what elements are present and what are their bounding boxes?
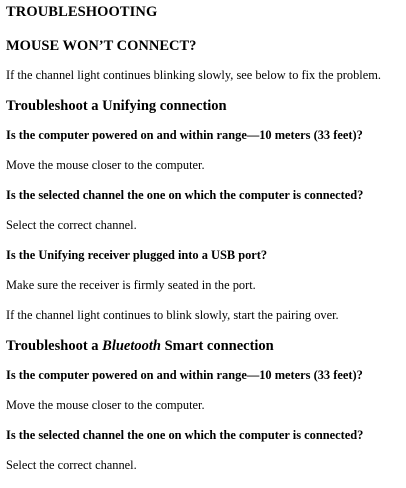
bluetooth-answer-range: Move the mouse closer to the computer. <box>6 398 205 412</box>
unifying-answer-channel: Select the correct channel. <box>6 218 137 232</box>
intro-text: If the channel light continues blinking slowly, see below to fix the problem. <box>6 68 381 82</box>
bluetooth-question-range: Is the computer powered on and within range—10 meters (33 feet)? <box>6 368 363 382</box>
unifying-question-receiver: Is the Unifying receiver plugged into a USB port? <box>6 248 268 262</box>
bluetooth-answer-channel: Select the correct channel. <box>6 458 137 472</box>
page-title: TROUBLESHOOTING <box>6 4 158 20</box>
bluetooth-heading <box>6 338 406 355</box>
bluetooth-question-channel: Is the selected channel the one on which the computer is connected? <box>6 428 364 442</box>
unifying-question-channel: Is the selected channel the one on which the computer is connected? <box>6 188 364 202</box>
bluetooth-heading-brand: Bluetooth <box>102 338 161 354</box>
bluetooth-heading-suffix: Smart connection <box>160 338 274 354</box>
unifying-heading: Troubleshoot a Unifying connection <box>6 98 227 114</box>
unifying-answer-receiver: Make sure the receiver is firmly seated in the port. <box>6 278 256 292</box>
unifying-question-range: Is the computer powered on and within range—10 meters (33 feet)? <box>6 128 363 142</box>
unifying-answer-range: Move the mouse closer to the computer. <box>6 158 205 172</box>
bluetooth-heading-prefix: Troubleshoot a <box>6 338 103 354</box>
unifying-pairing-note: If the channel light continues to blink slowly, start the pairing over. <box>6 308 339 322</box>
section-title: MOUSE WON’T CONNECT? <box>6 38 197 54</box>
